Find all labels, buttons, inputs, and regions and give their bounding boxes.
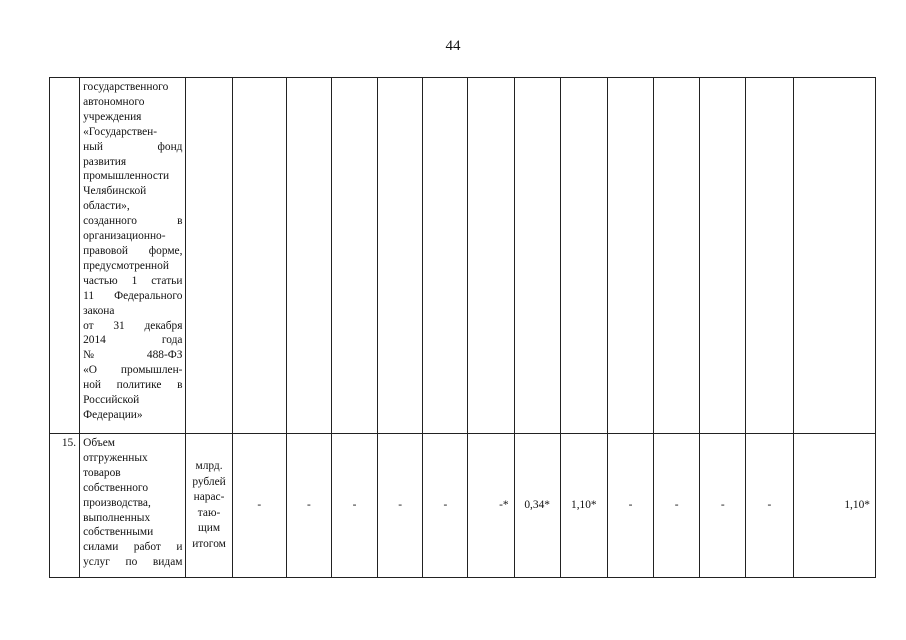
value-cell (423, 78, 468, 434)
value-cell: -* (468, 434, 514, 578)
name-line: собственными (83, 526, 154, 539)
name-line: созданного в (83, 215, 183, 228)
value-cell: 1,10* (793, 434, 875, 578)
name-line: Челябинской (83, 185, 147, 198)
value-cell (331, 78, 377, 434)
value-cell: - (378, 434, 423, 578)
name-line: правовой форме, (83, 244, 183, 257)
value-cell: 1,10* (560, 434, 607, 578)
name-line: учреждения (83, 110, 142, 123)
name-line: закона (83, 304, 115, 317)
unit-line: таю- (197, 506, 221, 519)
value-cell: - (423, 434, 468, 578)
name-line: товаров (83, 466, 121, 479)
name-line: 11 Федерального (83, 289, 183, 302)
value-cell (378, 78, 423, 434)
unit-cell (186, 434, 232, 578)
unit-line: млрд. (195, 460, 223, 472)
name-line: собственного (83, 481, 149, 494)
value-cell: - (607, 434, 653, 578)
name-line: «О промышлен- (83, 364, 183, 377)
name-line: от 31 декабря (83, 319, 183, 332)
unit-line: щим (198, 522, 221, 534)
value-cell (468, 78, 514, 434)
name-line: 2014 года (83, 334, 183, 347)
value-cell (232, 78, 286, 434)
name-line: производства, (83, 496, 151, 509)
name-line: государственного (83, 81, 169, 93)
indicators-table (49, 77, 876, 578)
value-cell: - (232, 434, 286, 578)
table-row (50, 78, 876, 434)
name-line: развития (83, 155, 127, 168)
name-line: ный фонд (83, 140, 183, 153)
unit-cell (186, 78, 232, 434)
name-line: области», (83, 200, 130, 213)
value-cell: - (286, 434, 331, 578)
name-line: Федерации» (83, 408, 143, 421)
value-cell: - (654, 434, 700, 578)
name-line: отгруженных (83, 451, 148, 464)
value-cell: 0,34* (514, 434, 560, 578)
name-line: частью 1 статьи (83, 274, 183, 287)
value-cell (286, 78, 331, 434)
page-number: 44 (445, 38, 461, 54)
name-line: силами работ и (83, 541, 183, 554)
name-line: автономного (83, 95, 145, 108)
row-number-cell: 15. (50, 434, 80, 578)
indicator-name-cell (80, 434, 186, 578)
name-line: предусмотренной (83, 259, 169, 272)
value-cell: - (331, 434, 377, 578)
value-cell: - (700, 434, 746, 578)
name-line: выполненных (83, 511, 151, 524)
name-line: промышленности (83, 170, 170, 183)
value-cell (793, 78, 875, 434)
value-cell (514, 78, 560, 434)
table-row (50, 434, 876, 578)
unit-line: рублей (192, 475, 226, 488)
name-line: Российской (83, 394, 140, 407)
name-line: «Государствен- (83, 125, 158, 138)
value-cell (654, 78, 700, 434)
name-line: организационно- (83, 230, 166, 243)
unit-line: нарас- (193, 491, 225, 503)
value-cell: - (746, 434, 793, 578)
indicator-name-cell (80, 78, 186, 434)
value-cell (607, 78, 653, 434)
name-line: ной политике в (83, 379, 183, 392)
name-line: Объем (83, 437, 115, 449)
value-cell (560, 78, 607, 434)
value-cell (700, 78, 746, 434)
name-line: № 488-ФЗ (83, 349, 183, 362)
value-cell (746, 78, 793, 434)
row-number-cell (50, 78, 80, 434)
name-line: услуг по видам (83, 556, 183, 569)
unit-line: итогом (192, 537, 226, 550)
